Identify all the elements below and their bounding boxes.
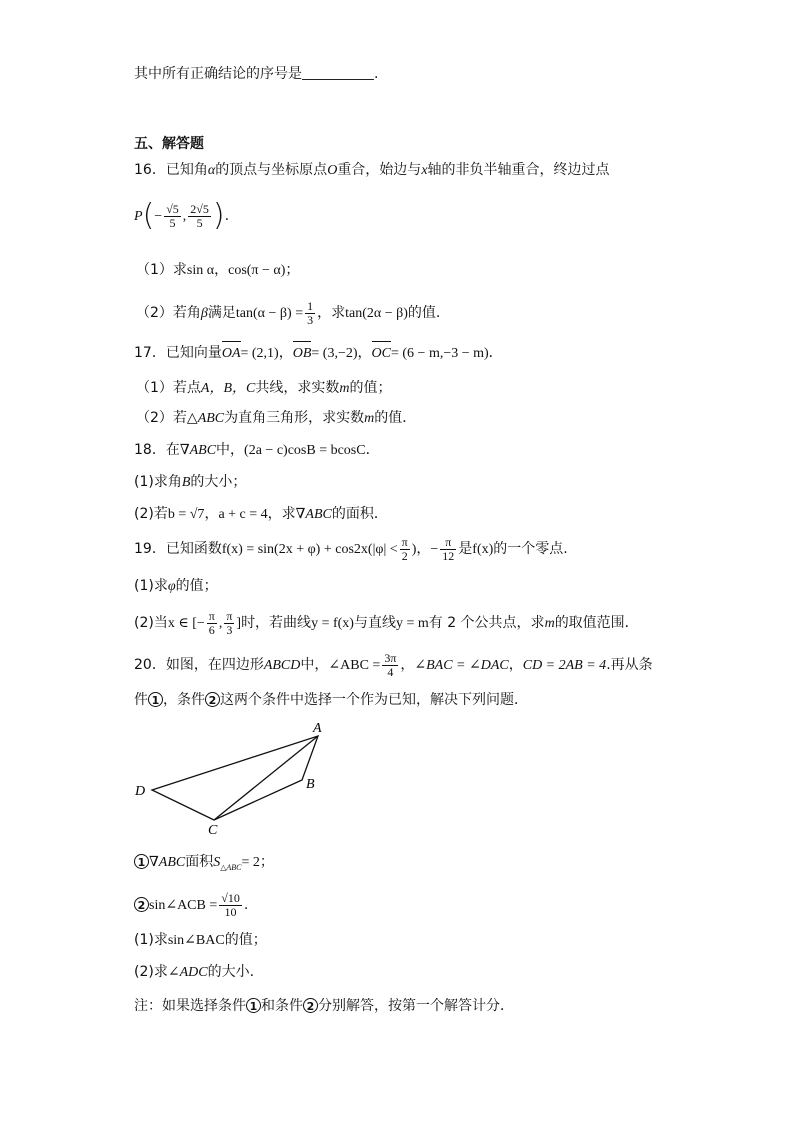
- q15-tail: 其中所有正确结论的序号是 .: [134, 66, 379, 82]
- label-c: C: [208, 823, 218, 838]
- q20-condition-2: 2 sin∠ACB = $\frac{√10}{10}$ .: [134, 886, 248, 924]
- q20-stem-line2: 件 1 ，条件 2 这两个条件中选择一个作为已知，解决下列问题．: [134, 692, 528, 708]
- label-d: D: [135, 784, 146, 799]
- q16-part1: （1）求sin α，cos(π − α)；: [136, 262, 300, 278]
- fraction: $\frac{2√5}{5}$: [190, 201, 209, 230]
- quadrilateral-figure: [130, 718, 340, 838]
- q16-part2: （2）若角β满足tan(α − β) = $\frac{1}{3}$ ，求tan(2α − β)的值.: [136, 298, 441, 327]
- q16-point-p: P(− $\frac{√5}{5}$ , $\frac{2√5}{5}$ ).: [134, 198, 230, 233]
- quadrilateral-outline: [152, 736, 318, 820]
- section-title: 五、解答题: [134, 136, 204, 152]
- condition-1-marker: 1: [148, 692, 163, 707]
- q17-part2: （2）若△ABC为直角三角形，求实数m的值．: [136, 410, 417, 426]
- q18-part1: (1)求角B的大小；: [134, 474, 247, 490]
- condition-2-marker: 2: [205, 692, 220, 707]
- fraction: $\frac{\pi}{3}$: [226, 608, 233, 637]
- fraction: $\frac{\pi}{6}$: [208, 608, 215, 637]
- q17-stem: 17．已知向量OA= (2,1)，OB= (3,−2)，OC= (6 − m,−3 − m)．: [134, 343, 503, 364]
- vector-oc: OC: [372, 344, 391, 364]
- vector-oa: OA: [222, 344, 241, 364]
- label-a: A: [313, 721, 322, 736]
- answer-blank[interactable]: [302, 65, 374, 80]
- q17-part1: （1）若点A，B，C共线，求实数m的值；: [136, 380, 392, 396]
- q20-stem: 20．如图，在四边形ABCD中，∠ABC = $\frac{3\pi}{4}$ ，∠BAC = ∠DAC，CD = 2AB = 4.再从条: [134, 650, 653, 679]
- q18-stem: 18．在∇ABC中，(2a − c)cosB = bcosC．: [134, 442, 380, 458]
- label-b: B: [306, 777, 315, 792]
- q20-part1: (1)求sin∠BAC的值；: [134, 932, 267, 948]
- fraction: $\frac{3\pi}{4}$: [384, 650, 397, 679]
- q18-part2: (2)若b = √7，a + c = 4，求∇ABC的面积．: [134, 506, 388, 522]
- q19-part2: (2)当x ∈ [− $\frac{\pi}{6}$ , $\frac{\pi}{3}$ ]时，若曲线y = f(x)与直线y = m有 2 个公共点，求m的取值范围．: [134, 608, 639, 637]
- fraction: $\frac{\pi}{12}$: [442, 534, 455, 563]
- q19-part1: (1)求φ的值；: [134, 578, 218, 594]
- q16-stem: 16．已知角α的顶点与坐标原点O重合，始边与x轴的非负半轴重合，终边过点: [134, 162, 610, 178]
- fraction: $\frac{√10}{10}$: [221, 890, 240, 919]
- q20-condition-1: 1 ∇ABC面积$S_{\triangle ABC}= 2$；: [134, 852, 274, 878]
- q20-note: 注：如果选择条件 1 和条件 2 分别解答，按第一个解答计分．: [134, 998, 514, 1014]
- fraction: $\frac{1}{3}$: [307, 298, 314, 327]
- fraction: $\frac{√5}{5}$: [166, 201, 179, 230]
- vector-ob: OB: [293, 344, 312, 364]
- q20-part2: (2)求∠ADC的大小.: [134, 964, 255, 980]
- fraction: $\frac{\pi}{2}$: [401, 534, 408, 563]
- q19-stem: 19．已知函数f(x) = sin(2x + φ) + cos2x(|φ| < $\frac{\pi}{2}$ )，− $\frac{\pi}{12}$ 是f(x)的一个零点.: [134, 534, 568, 563]
